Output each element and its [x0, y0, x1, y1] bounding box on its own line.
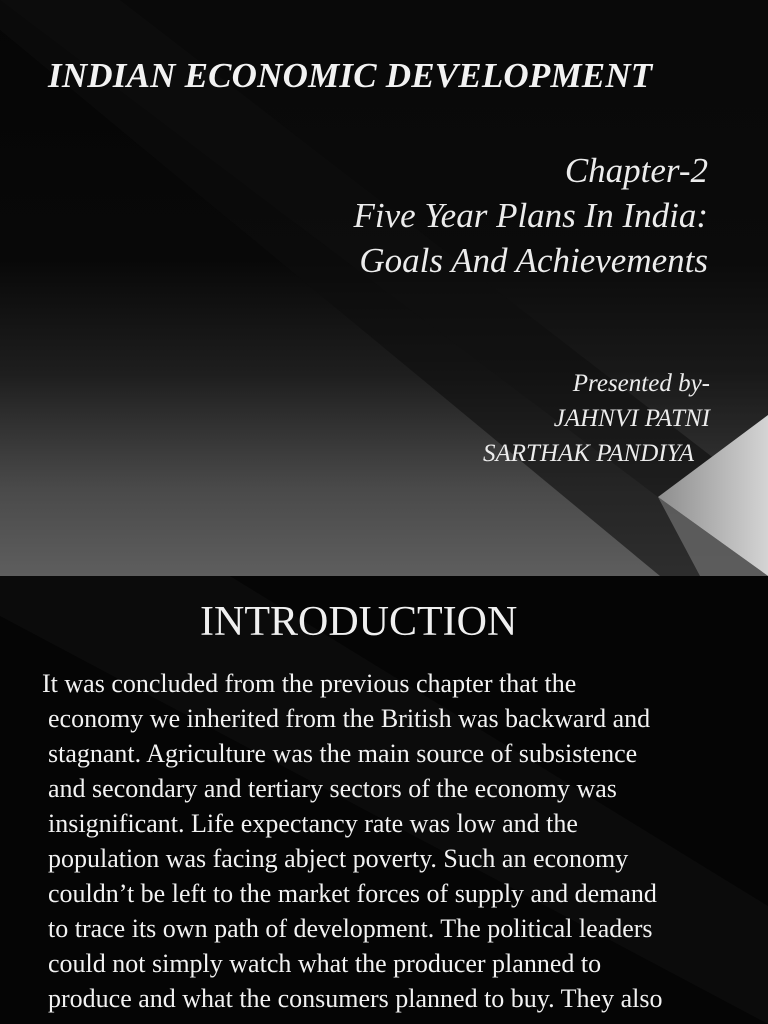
paragraph-line: and secondary and tertiary sectors of the economy was [48, 774, 617, 803]
paragraph-line: to trace its own path of development. The political leaders [48, 914, 653, 943]
presented-by-label: Presented by- [572, 370, 710, 397]
paragraph-line: couldn’t be left to the market forces of supply and demand [48, 879, 657, 908]
paragraph-line: population was facing abject poverty. Such an economy [48, 844, 629, 873]
introduction-slide [0, 576, 768, 1024]
chapter-subtitle-line-1: Five Year Plans In India: [353, 196, 708, 235]
presenters-block [483, 366, 710, 471]
paragraph-line: produce and what the consumers planned to buy. They also [48, 984, 663, 1013]
paragraph-line: could not simply watch what the producer planned to [48, 949, 602, 978]
presenter-name: JAHNVI PATNI [553, 405, 710, 432]
presentation-title: INDIAN ECONOMIC DEVELOPMENT [48, 56, 653, 95]
slide-heading: INTRODUCTION [200, 599, 518, 645]
chapter-title-block [354, 148, 709, 283]
chapter-subtitle-line-2: Goals And Achievements [359, 241, 708, 280]
paragraph-line: stagnant. Agriculture was the main source of subsistence [48, 739, 638, 768]
intro-paragraph [42, 666, 748, 1016]
chapter-number: Chapter-2 [564, 151, 708, 190]
paragraph-line: economy we inherited from the British was backward and [48, 704, 651, 733]
paragraph-line: It was concluded from the previous chapter that the [42, 669, 577, 698]
paragraph-line: insignificant. Life expectancy rate was low and the [48, 809, 578, 838]
presenter-name: SARTHAK PANDIYA [483, 440, 694, 467]
